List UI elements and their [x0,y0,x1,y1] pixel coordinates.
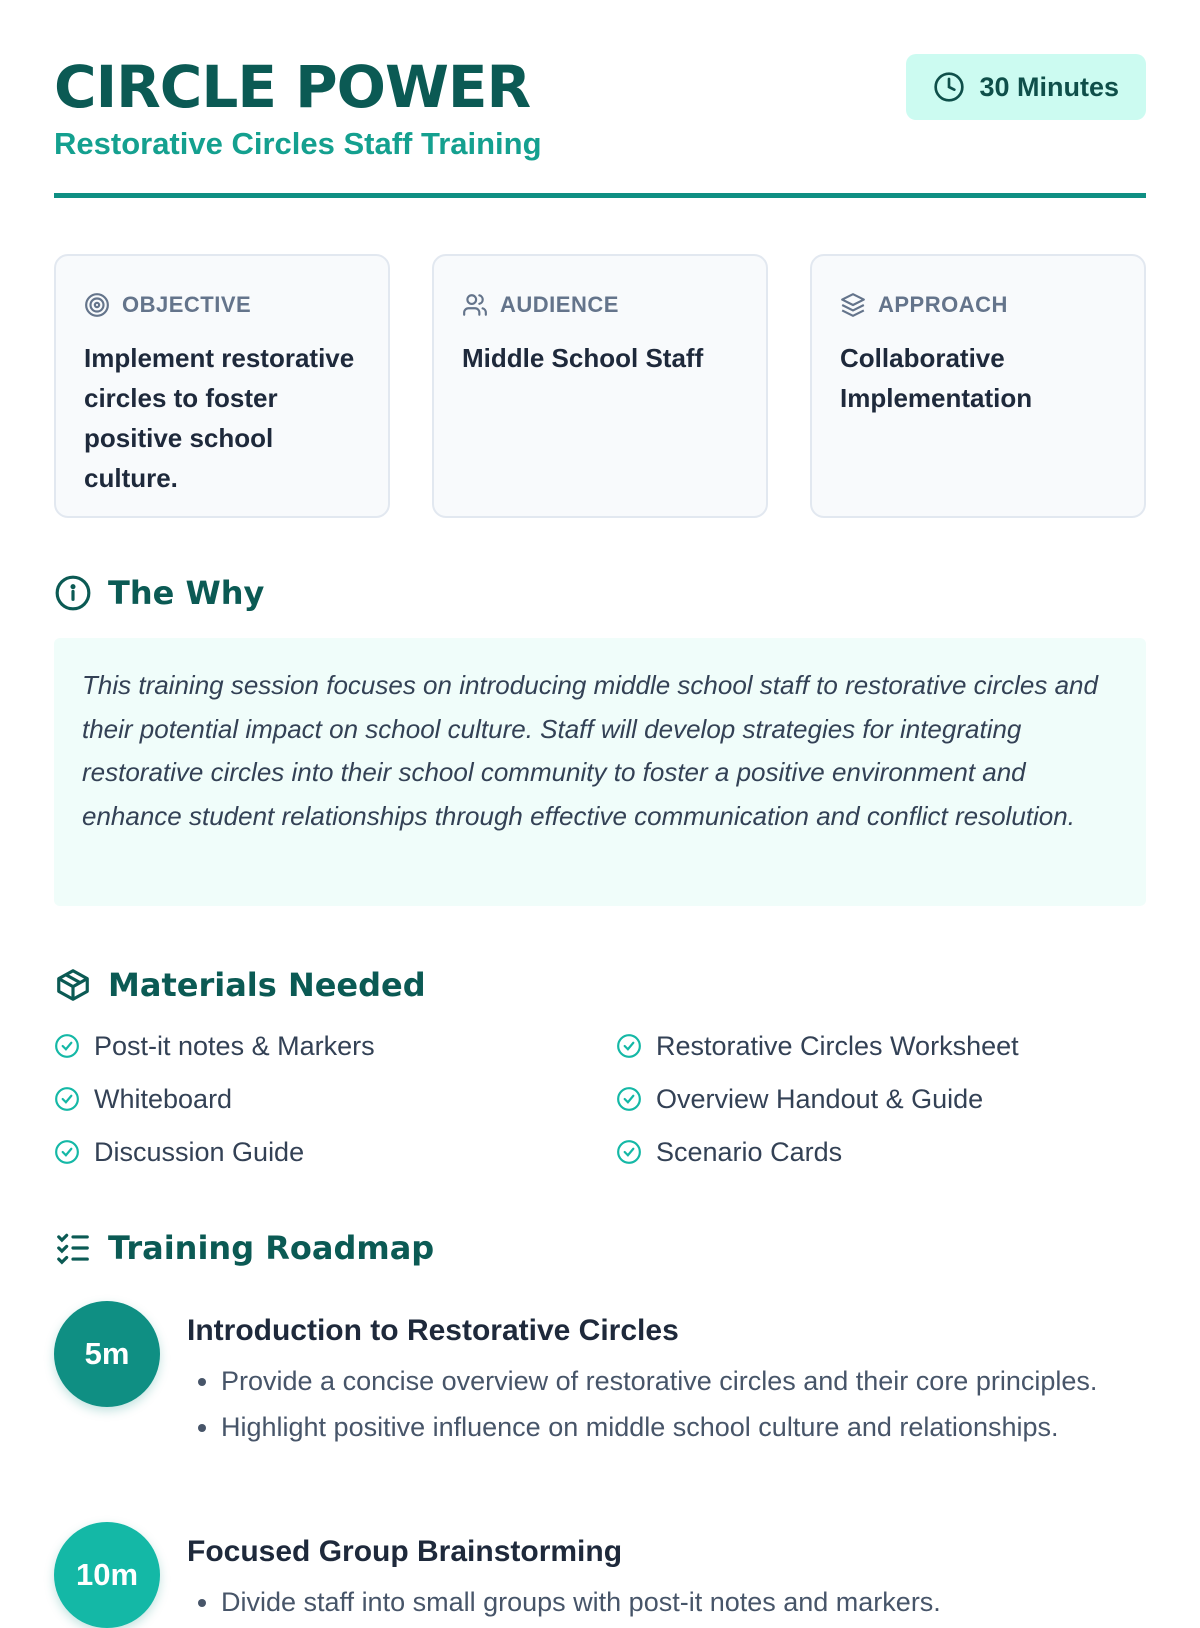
layers-icon [840,292,866,318]
objective-card [54,254,390,518]
material-label: Discussion Guide [94,1136,305,1167]
page-title: CIRCLE POWER [54,53,531,121]
card-text: Implement restorative circles to foster positive school culture. [84,343,355,493]
check-circle-icon [54,1139,80,1165]
info-icon [54,574,92,612]
package-icon [54,966,92,1004]
page-subtitle: Restorative Circles Staff Training [54,126,542,161]
roadmap-title: Training Roadmap [108,1229,435,1267]
card-label: AUDIENCE [500,292,619,317]
check-circle-icon [616,1139,642,1165]
step-bullet: • Highlight positive influence on middle school culture and relationships. [221,1407,1146,1447]
list-item [54,1026,616,1066]
material-label: Post-it notes & Markers [94,1030,375,1061]
card-label: APPROACH [878,292,1008,317]
check-circle-icon [54,1033,80,1059]
list-item [616,1079,1146,1119]
clock-icon [933,71,965,103]
audience-card [432,254,768,518]
time-badge: 10m [54,1522,160,1628]
check-circle-icon [616,1086,642,1112]
check-circle-icon [616,1033,642,1059]
materials-heading [54,966,426,1004]
duration-badge [906,54,1146,120]
card-text: Middle School Staff [462,343,704,373]
checklist-icon [54,1229,92,1267]
why-heading [54,574,264,612]
info-cards [54,254,1146,518]
card-text: Collaborative Implementation [840,343,1033,413]
list-item [616,1132,1146,1172]
page-header [54,0,1146,198]
material-label: Restorative Circles Worksheet [656,1030,1019,1061]
step-bullets [187,1361,1146,1447]
time-badge: 5m [54,1301,160,1407]
list-item [616,1026,1146,1066]
step-bullet: • Provide a concise overview of restorative circles and their core principles. [221,1361,1146,1401]
card-label: OBJECTIVE [122,292,252,317]
step-title: Introduction to Restorative Circles [187,1314,679,1347]
material-label: Whiteboard [94,1083,233,1114]
materials-list [54,1026,1146,1172]
roadmap-heading [54,1229,434,1267]
why-description: This training session focuses on introducing middle school staff to restorative circles and their potential impact on school culture. Staff will develop strategies for integrating restorative circles into their school community to foster a positive environment and enhance student relationships through effective communication and conflict resolution. [54,638,1146,906]
users-icon [462,292,488,318]
list-item [54,1132,616,1172]
material-label: Scenario Cards [656,1136,843,1167]
step-bullets [187,1582,1146,1622]
material-label: Overview Handout & Guide [656,1083,984,1114]
duration-text: 30 Minutes [979,71,1119,102]
check-circle-icon [54,1086,80,1112]
step-bullet: • Divide staff into small groups with post-it notes and markers. [221,1582,1146,1622]
materials-title: Materials Needed [108,966,426,1004]
target-icon [84,292,110,318]
why-title: The Why [108,574,265,612]
step-title: Focused Group Brainstorming [187,1535,623,1568]
list-item [54,1079,616,1119]
approach-card [810,254,1146,518]
